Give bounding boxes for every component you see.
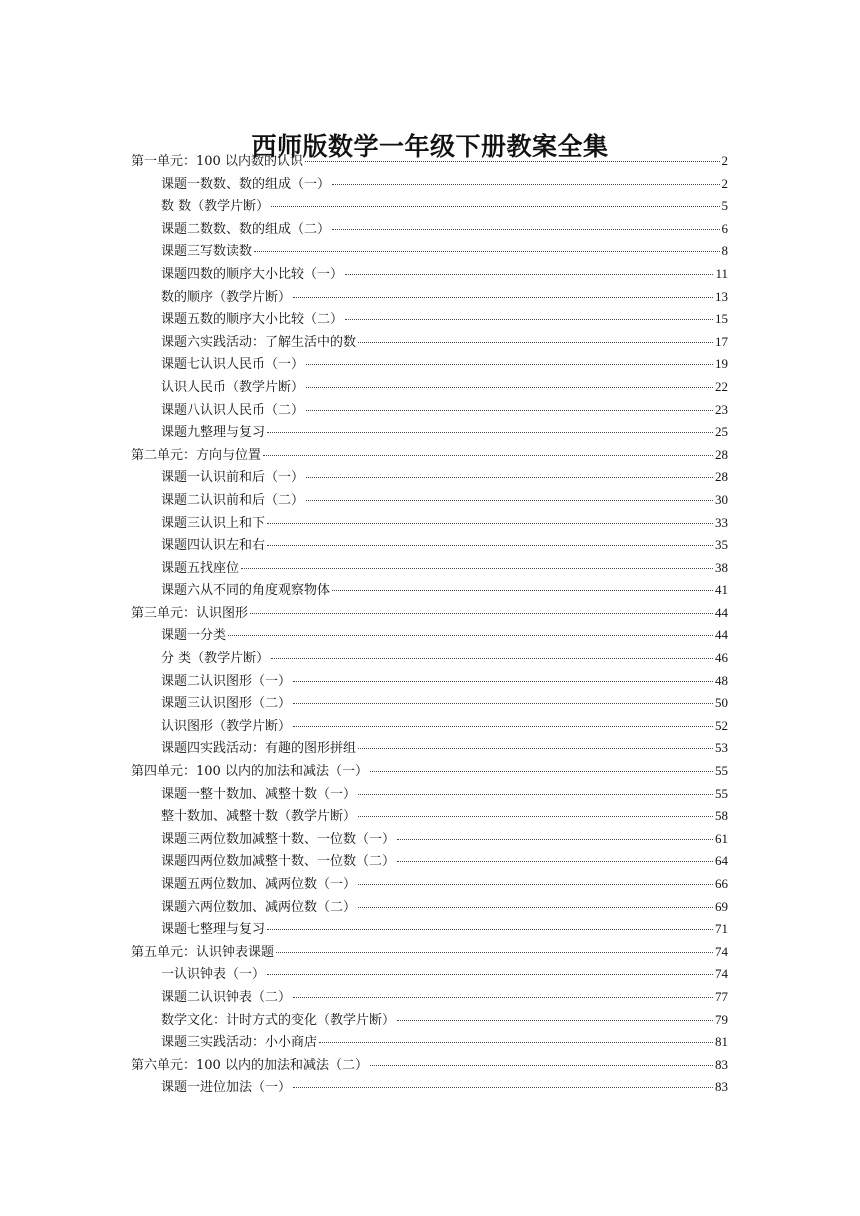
toc-leader-dots [345,274,713,275]
toc-entry-label: 数的顺序（教学片断） [161,289,292,305]
toc-leader-dots [293,1087,713,1088]
toc-page-number: 44 [715,627,728,643]
toc-page-number: 23 [715,401,728,417]
toc-page-number: 22 [715,378,728,394]
toc-page-number: 15 [715,311,728,327]
toc-entry-label: 课题六实践活动：了解生活中的数 [161,334,357,350]
toc-leader-dots [267,929,713,930]
toc-leader-dots [293,703,713,704]
toc-leader-dots [397,861,713,862]
toc-page-number: 52 [715,717,728,733]
toc-page-number: 28 [715,469,728,485]
toc-page-number: 55 [715,763,728,779]
toc-entry-label: 分 类（教学片断） [161,651,270,667]
document-title: 西师版数学一年级下册教案全集 [251,131,609,161]
toc-leader-dots [306,500,713,501]
toc-page-number: 74 [715,943,728,959]
toc-leader-dots [271,206,719,207]
toc-entry-label: 课题八认识人民币（二） [161,402,305,418]
toc-lesson-entry[interactable] [131,963,728,986]
toc-entry-label: 课题三认识图形（二） [161,696,292,712]
toc-lesson-entry[interactable] [131,715,728,738]
toc-entry-label: 课题三认识上和下 [161,515,266,531]
toc-page-number: 13 [715,288,728,304]
toc-unit-entry[interactable] [131,602,728,625]
toc-lesson-entry[interactable] [131,896,728,919]
toc-entry-label: 课题一进位加法（一） [161,1080,292,1096]
toc-entry-label: 课题七认识人民币（一） [161,357,305,373]
toc-leader-dots [293,997,713,998]
toc-leader-dots [263,455,713,456]
toc-entry-label: 课题四两位数加减整十数、一位数（二） [161,854,396,870]
toc-page-number: 79 [715,1011,728,1027]
toc-lesson-entry[interactable] [131,173,728,196]
toc-leader-dots [276,952,713,953]
toc-page-number: 83 [715,1056,728,1072]
toc-leader-dots [267,432,713,433]
toc-lesson-entry[interactable] [131,195,728,218]
toc-page-number: 30 [715,491,728,507]
toc-page-number: 2 [721,153,728,168]
toc-unit-entry[interactable] [131,150,728,173]
toc-page-number: 44 [715,604,728,620]
toc-lesson-entry[interactable] [131,286,728,309]
toc-page-number: 81 [715,1034,728,1050]
toc-lesson-entry[interactable] [131,783,728,806]
toc-lesson-entry[interactable] [131,263,728,286]
toc-page-number: 71 [715,921,728,937]
toc-page-number: 5 [721,198,728,214]
toc-lesson-entry[interactable] [131,850,728,873]
toc-entry-label: 认识人民币（教学片断） [161,379,305,395]
toc-lesson-entry[interactable] [131,512,728,535]
toc-entry-label: 第二单元：方向与位置 [131,447,262,463]
toc-page-number: 25 [715,424,728,440]
toc-entry-label: 课题四实践活动：有趣的图形拼组 [161,741,357,757]
toc-page-number: 19 [715,356,728,372]
toc-leader-dots [358,907,713,908]
toc-page-number: 33 [715,514,728,530]
toc-lesson-entry[interactable] [131,873,728,896]
toc-page-number: 74 [715,966,728,982]
toc-entry-label: 数 数（教学片断） [161,199,270,215]
toc-leader-dots [293,297,713,298]
toc-leader-dots [306,387,713,388]
toc-leader-dots [332,590,713,591]
toc-entry-label: 第六单元：100 以内的加法和减法（二） [131,1057,368,1073]
toc-leader-dots [254,251,719,252]
toc-leader-dots [345,319,713,320]
toc-entry-label: 课题二认识钟表（二） [161,989,292,1005]
toc-leader-dots [358,794,713,795]
toc-entry-label: 第四单元：100 以内的加法和减法（一） [131,764,368,780]
toc-lesson-entry[interactable] [131,218,728,241]
toc-entry-label: 数学文化：计时方式的变化（教学片断） [161,1012,396,1028]
toc-entry-label: 一认识钟表（一） [161,967,266,983]
toc-leader-dots [250,613,713,614]
toc-lesson-entry[interactable] [131,308,728,331]
toc-entry-label: 课题四数的顺序大小比较（一） [161,266,344,282]
toc-page-number: 11 [715,265,728,281]
toc-page-number: 50 [715,695,728,711]
toc-page-number: 38 [715,559,728,575]
toc-page-number: 55 [715,785,728,801]
toc-page-number: 2 [721,175,728,191]
toc-lesson-entry[interactable] [131,489,728,512]
toc-leader-dots [358,748,713,749]
toc-lesson-entry[interactable] [131,466,728,489]
toc-leader-dots [319,1042,713,1043]
toc-lesson-entry[interactable] [131,1076,728,1099]
toc-lesson-entry[interactable] [131,376,728,399]
toc-leader-dots [271,658,713,659]
toc-leader-dots [397,839,713,840]
toc-lesson-entry[interactable] [131,1009,728,1032]
toc-leader-dots [228,635,713,636]
toc-entry-label: 课题九整理与复习 [161,425,266,441]
toc-entry-label: 整十数加、减整十数（教学片断） [161,809,357,825]
toc-leader-dots [241,568,713,569]
toc-unit-entry[interactable] [131,941,728,964]
toc-lesson-entry[interactable] [131,1031,728,1054]
toc-leader-dots [293,681,713,682]
toc-entry-label: 课题二认识图形（一） [161,673,292,689]
toc-entry-label: 课题五两位数加、减两位数（一） [161,877,357,892]
toc-lesson-entry[interactable] [131,557,728,580]
toc-entry-label: 课题一认识前和后（一） [161,470,305,486]
toc-leader-dots [370,1065,713,1066]
toc-lesson-entry[interactable] [131,579,728,602]
toc-leader-dots [267,545,713,546]
toc-leader-dots [306,364,713,365]
toc-entry-label: 课题五数的顺序大小比较（二） [161,312,344,328]
toc-lesson-entry[interactable] [131,737,728,760]
toc-page-number: 48 [715,672,728,688]
toc-lesson-entry[interactable] [131,240,728,263]
toc-entry-label: 课题三两位数加减整十数、一位数（一） [161,831,396,847]
toc-page-number: 77 [715,988,728,1004]
toc-lesson-entry[interactable] [131,534,728,557]
toc-lesson-entry[interactable] [131,986,728,1009]
toc-page-number: 17 [715,333,728,349]
toc-entry-label: 课题五找座位 [161,560,240,576]
toc-page-number: 58 [715,808,728,824]
toc-page-number: 46 [715,650,728,666]
toc-leader-dots [332,184,719,185]
toc-lesson-entry[interactable] [131,399,728,422]
toc-leader-dots [267,523,713,524]
toc-page-number: 41 [715,582,728,598]
toc-unit-entry[interactable] [131,760,728,783]
toc-entry-label: 第三单元：认识图形 [131,605,249,621]
toc-leader-dots [332,229,719,230]
toc-entry-label: 课题七整理与复习 [161,922,266,938]
toc-leader-dots [358,816,713,817]
toc-leader-dots [370,771,713,772]
toc-entry-label: 课题四认识左和右 [161,538,266,554]
toc-page-number: 6 [721,220,728,236]
toc-lesson-entry[interactable] [131,692,728,715]
toc-page-number: 69 [715,898,728,914]
toc-leader-dots [306,410,713,411]
toc-page-number: 8 [721,243,728,259]
toc-entry-label: 课题一整十数加、减整十数（一） [161,786,357,802]
toc-unit-entry[interactable] [131,444,728,467]
toc-lesson-entry[interactable] [131,421,728,444]
toc-page-number: 35 [715,537,728,553]
toc-leader-dots [293,726,713,727]
toc-entry-label: 课题二数数、数的组成（二） [161,221,331,237]
toc-entry-label: 第一单元：100 以内数的认识 [131,154,303,169]
toc-leader-dots [305,161,720,162]
toc-lesson-entry[interactable] [131,805,728,828]
toc-entry-label: 课题六两位数加、减两位数（二） [161,899,357,915]
toc-entry-label: 课题一数数、数的组成（一） [161,176,331,192]
toc-leader-dots [358,342,713,343]
toc-entry-label: 课题三实践活动：小小商店 [161,1035,318,1051]
toc-page-number: 61 [715,830,728,846]
toc-page-number: 64 [715,853,728,869]
toc-entry-label: 课题六从不同的角度观察物体 [161,583,331,599]
toc-leader-dots [397,1020,713,1021]
toc-page-number: 28 [715,446,728,462]
toc-entry-label: 第五单元：认识钟表课题 [131,944,275,960]
toc-lesson-entry[interactable] [131,670,728,693]
toc-entry-label: 课题二认识前和后（二） [161,492,305,508]
toc-lesson-entry[interactable] [131,331,728,354]
toc-unit-entry[interactable] [131,1054,728,1077]
toc-leader-dots [358,884,713,885]
toc-lesson-entry[interactable] [131,918,728,941]
toc-lesson-entry[interactable] [131,647,728,670]
toc-entry-label: 课题三写数读数 [161,244,253,260]
toc-entry-label: 课题一分类 [161,628,227,644]
table-of-contents [131,150,728,1099]
toc-page-number: 83 [715,1079,728,1095]
toc-leader-dots [306,477,713,478]
toc-lesson-entry[interactable] [131,828,728,851]
toc-lesson-entry[interactable] [131,624,728,647]
toc-entry-label: 认识图形（教学片断） [161,718,292,734]
toc-page-number: 66 [715,876,728,891]
toc-lesson-entry[interactable] [131,353,728,376]
toc-leader-dots [267,974,713,975]
toc-page-number: 53 [715,740,728,756]
